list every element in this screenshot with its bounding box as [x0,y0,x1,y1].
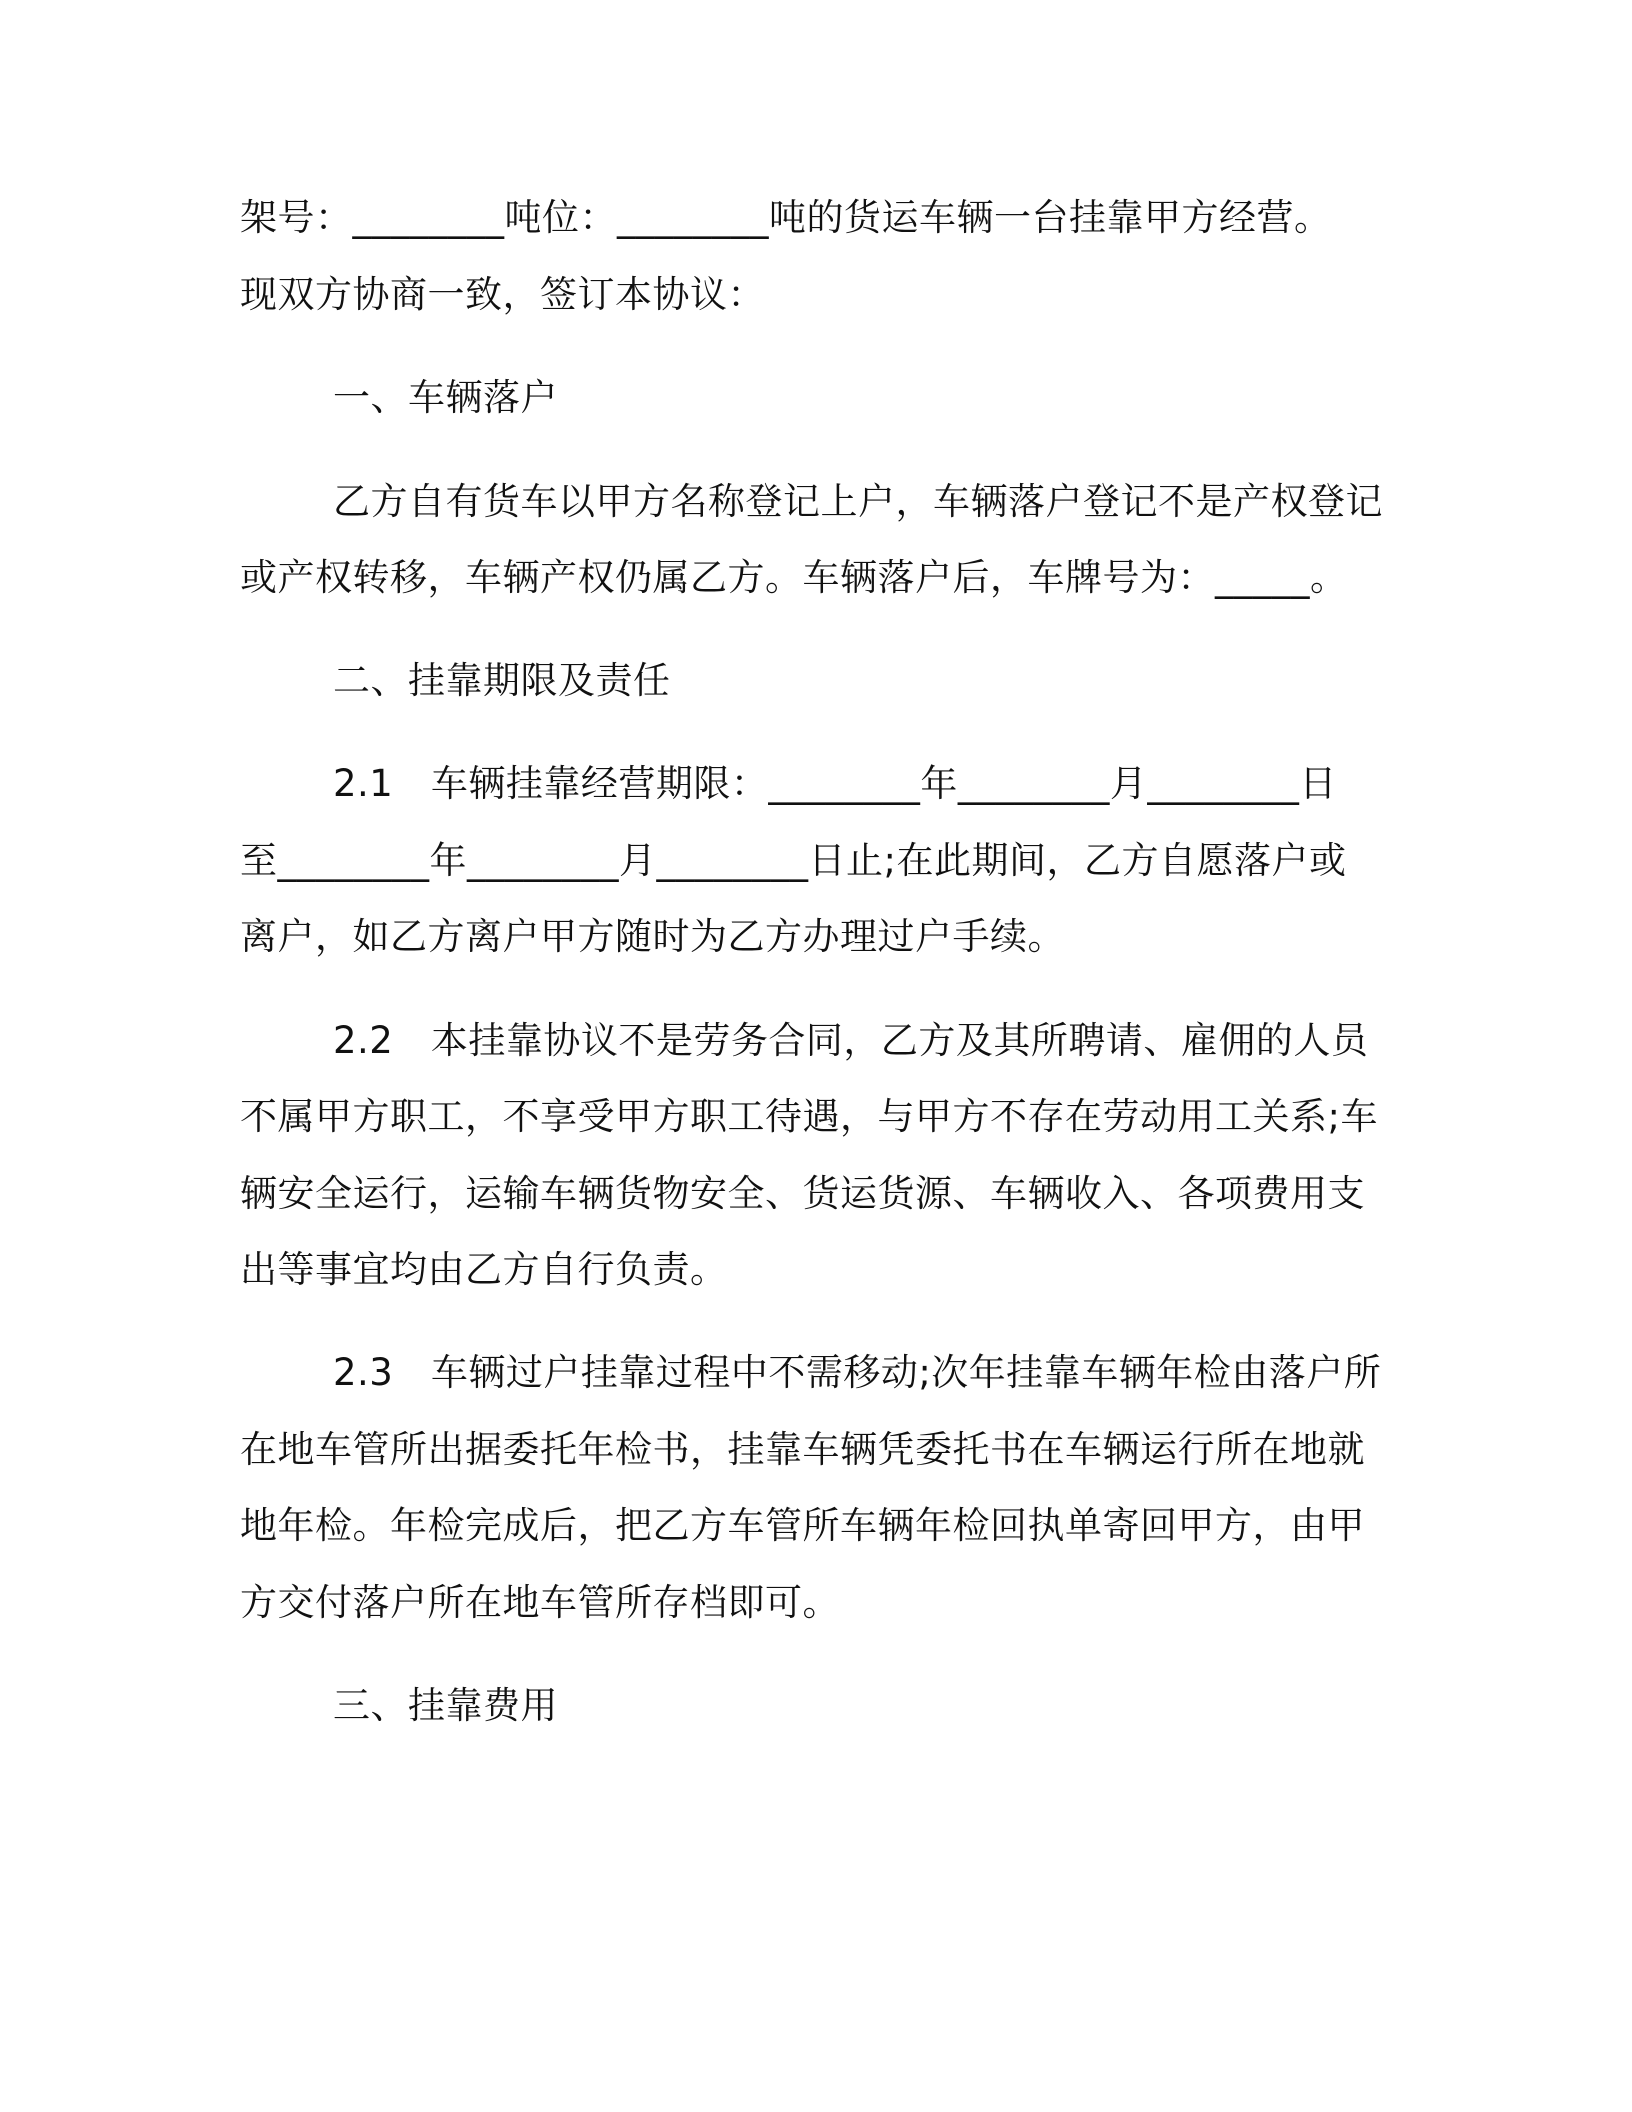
section-heading: 三、挂靠费用 [333,1684,558,1727]
paragraph-line: 至________年________月________日止;在此期间，乙方自愿落户或 [240,839,1347,882]
paragraph-line: 乙方自有货车以甲方名称登记上户，车辆落户登记不是产权登记 [333,480,1383,523]
paragraph-line: 2.1 车辆挂靠经营期限：________年________月________日 [333,762,1337,805]
paragraph-line: 方交付落户所在地车管所存档即可。 [240,1581,840,1624]
paragraph-line: 地年检。年检完成后，把乙方车管所车辆年检回执单寄回甲方，由甲 [240,1504,1365,1547]
paragraph-line: 现双方协商一致，签订本协议： [240,273,765,316]
paragraph-line: 2.3 车辆过户挂靠过程中不需移动;次年挂靠车辆年检由落户所 [333,1351,1382,1394]
paragraph-line: 不属甲方职工，不享受甲方职工待遇，与甲方不存在劳动用工关系;车 [240,1095,1378,1138]
paragraph-line: 2.2 本挂靠协议不是劳务合同，乙方及其所聘请、雇佣的人员 [333,1019,1369,1062]
section-heading: 二、挂靠期限及责任 [333,659,671,702]
paragraph-line: 辆安全运行，运输车辆货物安全、货运货源、车辆收入、各项费用支 [240,1172,1365,1215]
paragraph-line: 出等事宜均由乙方自行负责。 [240,1248,728,1291]
paragraph-line: 或产权转移，车辆产权仍属乙方。车辆落户后，车牌号为：_____。 [240,556,1348,599]
paragraph-line: 架号：________吨位：________吨的货运车辆一台挂靠甲方经营。 [240,196,1332,239]
section-heading: 一、车辆落户 [333,376,558,419]
paragraph-line: 在地车管所出据委托年检书，挂靠车辆凭委托书在车辆运行所在地就 [240,1428,1365,1471]
paragraph-line: 离户，如乙方离户甲方随时为乙方办理过户手续。 [240,915,1065,958]
